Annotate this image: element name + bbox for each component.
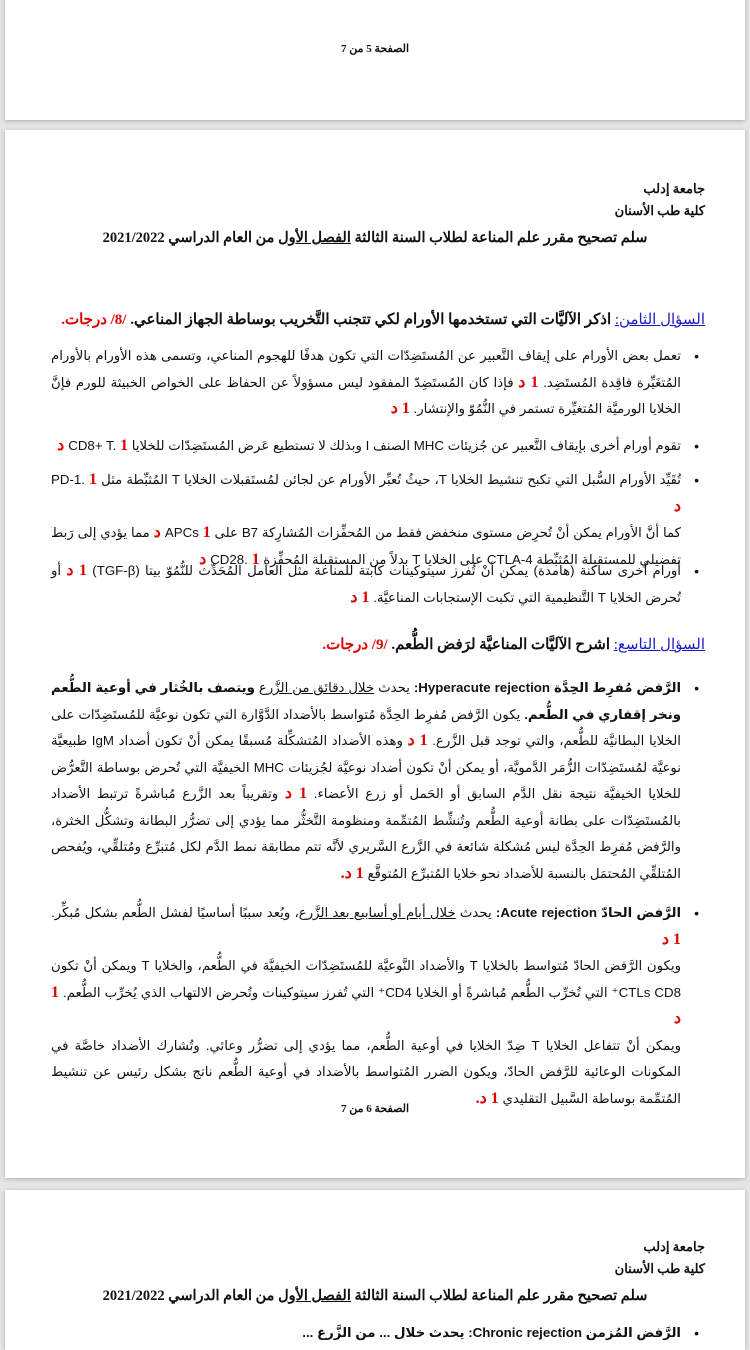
university-name: جامعة إدلب [643,181,705,196]
document-page-7 [5,1190,745,1350]
title-text: سلم تصحيح مقرر علم المناعة لطلاب السنة الثالثة [350,1288,648,1304]
answer-item [51,558,701,611]
answer-text: أو تُحرض الخلايا T التَّنظيمية التي تكبت الإستجابات المناعيَّة. [51,563,681,605]
title-semester: الفصل الأول [278,1288,351,1304]
title-text: سلم تصحيح مقرر علم المناعة لطلاب السنة الثالثة [350,230,648,246]
document-title [5,230,745,247]
question-marks: /8/ درجات. [61,312,127,328]
answer-text: كما أنَّ الأورام يمكن أنْ تُحرِض مستوى منخفض فقط من المُحفِّزات المُشارِكة B7 على APCs [164,525,682,540]
answer-text: يحدث [374,680,414,695]
question-marks: /9/ درجات. [322,637,388,653]
answer-text: ويتصف بالخُثار في أوعية الطُّعم ونخر إقفاري في الطُّعم. [51,680,681,722]
answer-text: وهذه الأضداد المُتشكِّلة مُسبقًا يمكن أنْ تكون أضداد IgM طبيعيَّة نوعيَّة لمُستَضِدّات الزُّمَر الدَّمويَّة، أو يمكن أنْ تكون أضداد نوعيَّة لجُزيئات MHC الخيفيَّة التي تُحرض بوساطة التَّعرُّض للخلايا الخيفيَّة نتيجة نقل الدَّم السابق أو الحَمل أو زرع الأعضاء. [51,733,681,801]
mark-badge: 1 د. [340,864,364,882]
document-page-6 [5,130,745,1178]
institution-header [615,178,705,222]
question-label: السؤال الثامن: [614,312,705,328]
answer-text: خلال أيام أو أسابيع بعد الزَّرع [298,905,456,920]
page-number-footer: الصفحة 6 من 7 [340,1103,410,1115]
answer-item-chronic [51,1320,701,1347]
mark-badge: 1 د [199,550,260,568]
mark-badge: 1 د [57,437,129,454]
faculty-name: كلية طب الأسنان [614,1261,705,1276]
answer-text: ويكون الرَّفض الحادّ مُتواسط بالخلايا T والأضداد النَّوعيَّة للمُستَضِدّات الخيفيَّة في الطُّعم، والخلايا T ويمكن أنْ تكون CTLs CD8⁺ التي تُخرِّب الطُّعم مُباشرةً أو الخلايا CD4⁺ التي تُفرز سيتوكينات وتُحرض الالتهاب الذي يُخرِّب الطُّعم. [51,958,682,1000]
mark-badge: 1 د. [475,1089,499,1107]
question-text: اشرح الآليَّات المناعيَّة لرَفض الطُّعم. [387,637,614,653]
question-9-heading [45,635,705,654]
answer-item [51,433,701,460]
mark-badge: 1 د [350,588,370,606]
title-year: من العام الدراسي 2021/2022 [102,230,279,246]
answer-text: مما يؤدي إلى رَبط تفضيلي للمستقبلة المُثبِّطة CTLA-4 على الخلايا T بدلاً من المستقبلة المُحفِّزة CD28. [51,525,681,567]
question-8-heading [45,310,705,329]
answer-item [51,343,701,423]
mark-badge: 1 د [661,930,681,948]
answer-text: وتقريباً بعد الزَّرع مُباشرةً ترتبط الأضداد بالمُستَضِدّات على بطانة أوعية الطُّعم وتُنشِّط المُتمِّمة ومنظومة التَّخثُّر مما يؤدي إلى تضرُّر البطانة وتشكُّل الخثرة، والرَّفض مُفرِط الحِدَّة ليس مُشكلة شائعة في الزَّرع السَّريري لأنَّه تتم مطابقة نمط الدَّم لكل مُتبرِّع ومُتلقِّي، ويُفحص المُتلقِّي المُحتمَل بالنسبة للأضداد نحو خلايا المُتبرِّع المُتوقَّع [51,786,681,881]
university-name: جامعة إدلب [643,1239,705,1254]
mark-badge: 1 د [66,562,88,579]
answer-text: ويمكن أنْ تتفاعل الخلايا T ضِدّ الخلايا في أوعية الطُّعم، مما يؤدي إلى تضرُّر وعائي. وتُشارك الأضداد خاصَّة في المكونات الوعائية للرَّفض الحادّ، ويكون الضرر المُتواسط بالأضداد في أوعية الطُّعم ناتج بشكل رئيس عن تنشيط المُتمِّمة بوساطة السَّبيل التقليدي [51,1037,681,1106]
document-page-5 [5,0,745,120]
mark-badge: 1 د [407,732,428,749]
answer-subtitle: الرَّفض الحادّ Acute rejection: [495,905,682,920]
answer-text: تُقَيِّد الأورام السُّبل التي تكبح تنشيط الخلايا T، حيثُ تُعبِّر الأورام عن لجائن لمُستَقبلات الخلايا T المُثبِّطة مثل PD-1. [51,472,681,487]
answer-text: أورام أخرى ساكنة (هامدة) يمكن أنْ تُفرز سيتوكينات كابتة للمناعة مثل العامل المُحَدِّث للنُّمُوّ بيتا (TGF-β) [92,563,682,578]
answer-text: تعمل بعض الأورام على إيقاف التَّعبير عن المُستَضِدّات التي تكون هدفًا للهجوم المناعي، وتسمى هذه الأورام بالأورام المُتغَيِّرة فاقِدة المُستَضِد. [51,348,681,390]
answer-text: يحدث [455,905,496,920]
mark-badge: 1 د [518,373,539,391]
answer-text: الرَّفض المُزمن Chronic rejection: يحدث خلال ... من الزَّرع ... [302,1325,681,1340]
answer-text: خلال دقائق من الزَّرع [258,680,375,695]
mark-badge: 1 د [153,524,211,541]
document-title [5,1288,745,1305]
answer-subtitle: الرَّفض مُفرِط الحِدَّة Hyperacute rejection: [413,680,682,695]
question-label: السؤال التاسع: [613,637,705,653]
answer-text: تقوم أورام أخرى بإيقاف التَّعبير عن جُزيئات MHC الصنف I وبذلك لا تستطيع عَرض المُستَضِدّات للخلايا CD8+ T. [68,438,681,453]
answer-text: يكون الرَّفض مُفرِط الحِدَّة مُتواسط بالأضداد الدَّوَّارة التي تكون نوعيَّة للمُستَضِدّات على الخلايا البطانيَّة للطُّعم، والتي توجد قبل الزَّرع. [51,706,681,748]
mark-badge: 1 د [390,400,410,417]
answer-text: ، ويُعد سببًا أساسيًا لفشل الطُّعم بشكل مُبكِّر. [51,905,299,920]
mark-badge: 1 د [51,983,681,1027]
answer-item-acute [51,900,701,1112]
mark-badge: 1 د [284,785,308,802]
title-semester: الفصل الأول [278,230,351,246]
mark-badge: 1 د [89,471,681,515]
faculty-name: كلية طب الأسنان [614,203,705,218]
question-text: اذكر الآليَّات التي تستخدمها الأورام لكي تتجنب التَّخريب بوساطة الجهاز المناعي. [126,312,615,328]
answer-item-hyperacute [51,675,701,887]
page-number-footer: الصفحة 5 من 7 [340,43,410,55]
title-year: من العام الدراسي 2021/2022 [102,1288,279,1304]
institution-header [615,1236,705,1280]
answer-text: فإذا كان المُستَضِدّ المفقود ليس مسؤولاً عن الحفاظ على الخواص الخبيثة للورم فإنَّ الخلايا الورميَّة المُتغيِّرة تستمر في النُّمُوّ والإنتشار. [51,374,681,416]
